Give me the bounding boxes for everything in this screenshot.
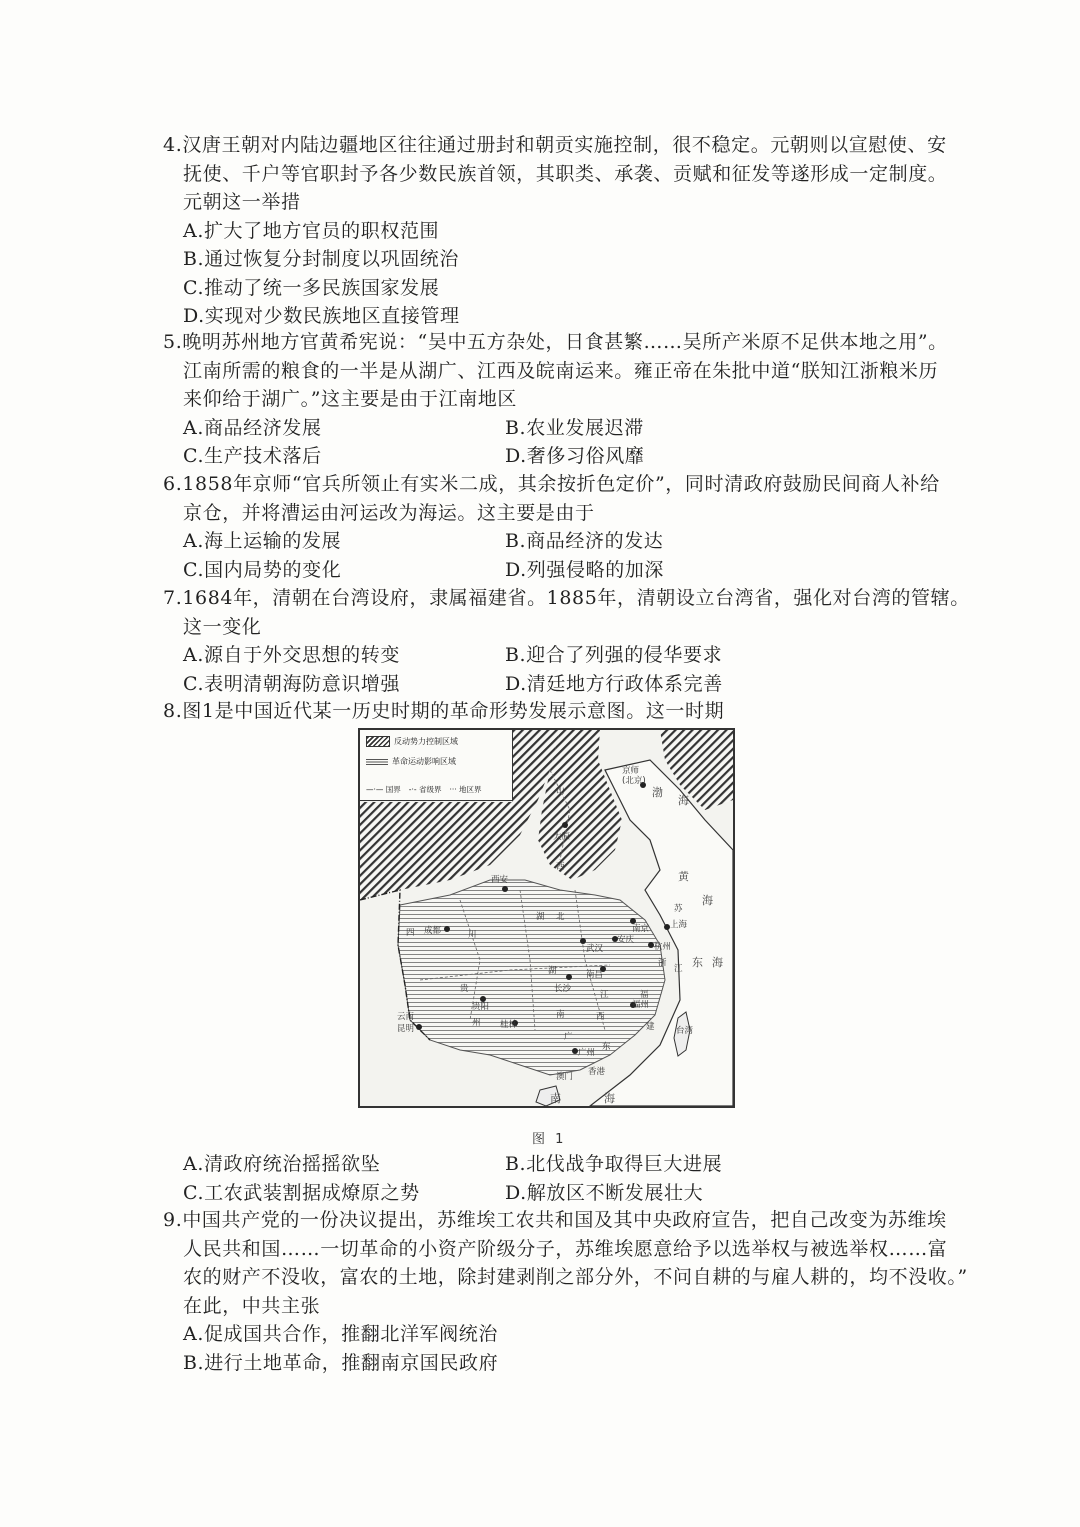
city-label-taiyuan: 太原 xyxy=(553,832,571,842)
map-legend xyxy=(360,730,513,801)
revolution-map-figure xyxy=(358,728,735,1108)
city-label-anqing: 安庆 xyxy=(617,935,635,945)
sea-label: 渤 xyxy=(652,786,663,799)
region-label: 湖 xyxy=(536,912,545,922)
region-label: 川 xyxy=(468,930,477,940)
legend-region-border: ··· 地区界 xyxy=(449,785,482,794)
question-5-stem-line-1: 5.晚明苏州地方官黄希宪说：“吴中五方杂处，日食甚繁……吴所产米原不足供本地之用”。 xyxy=(163,331,948,353)
sea-label: 海 xyxy=(604,1092,615,1105)
question-5-option-a: A.商品经济发展 xyxy=(183,416,322,439)
question-6-stem-line-2: 京仓，并将漕运由河运改为海运。这主要是由于 xyxy=(183,501,595,524)
question-9-option-a: A.促成国共合作，推翻北洋军阀统治 xyxy=(183,1323,498,1345)
question-5-option-c: C.生产技术落后 xyxy=(183,445,322,467)
city-label-guilin: 桂林 xyxy=(500,1020,518,1030)
question-8-option-b: B.北伐战争取得巨大进展 xyxy=(505,1153,723,1175)
city-label-guiyang: 贵阳 xyxy=(472,1002,490,1012)
city-label-guangzhou: 广州 xyxy=(578,1048,596,1058)
question-5-stem-line-3: 来仰给于湖广。”这主要是由于江南地区 xyxy=(183,388,518,410)
region-label: 西 xyxy=(556,862,565,872)
region-label: 福 xyxy=(640,990,649,1000)
question-8-stem-line-1: 8.图1是中国近代某一历史时期的革命形势发展示意图。这一时期 xyxy=(163,700,725,722)
legend-reaction-label: 反动势力控制区域 xyxy=(394,737,458,746)
question-9-stem-line-2: 人民共和国……一切革命的小资产阶级分子，苏维埃愿意给予以选举权与被选举权……富 xyxy=(183,1237,948,1260)
sea-label-taiwan: 台湾 xyxy=(676,1026,694,1036)
question-7-stem-line-1: 7.1684年，清朝在台湾设府，隶属福建省。1885年，清朝设立台湾省，强化对台湾的管辖。 xyxy=(163,587,970,609)
question-4-stem-line-2: 抚使、千户等官职封予各少数民族首领，其职类、承袭、贡赋和征发等遂形成一定制度。 xyxy=(183,162,948,185)
city-label-hongkong: 香港 xyxy=(588,1067,606,1077)
question-6 xyxy=(163,470,940,584)
question-7-option-b: B.迎合了列强的侵华要求 xyxy=(505,644,723,666)
legend-national-border: —·— 国界 xyxy=(366,785,401,794)
city-dot-kunming xyxy=(416,1024,422,1030)
region-label: 建 xyxy=(646,1022,655,1032)
region-label: 湖 xyxy=(548,966,557,976)
question-4-option-d: D.实现对少数民族地区直接管理 xyxy=(183,305,460,327)
question-5-option-b: B.农业发展迟滞 xyxy=(505,416,644,439)
question-4-stem-line-1: 4.汉唐王朝对内陆边疆地区往往通过册封和朝贡实施控制，很不稳定。元朝则以宣慰使、安 xyxy=(163,134,947,156)
city-label-wuhan: 武汉 xyxy=(586,944,604,954)
question-6-option-a: A.海上运输的发展 xyxy=(183,530,342,552)
question-8-options xyxy=(163,1150,923,1207)
city-label-beijing: (北京) xyxy=(622,776,646,786)
city-dot-changsha xyxy=(566,974,572,980)
city-label-nanjing: 南京 xyxy=(632,924,650,934)
question-7-stem-line-2: 这一变化 xyxy=(183,615,262,638)
question-9-stem-line-3: 农的财产不没收，富农的土地，除封建剥削之部分外，不问自耕的与雇人耕的，均不没收。” xyxy=(183,1266,968,1288)
question-5 xyxy=(163,328,948,471)
question-7-option-a: A.源自于外交思想的转变 xyxy=(183,644,400,666)
region-label: 苏 xyxy=(674,904,683,914)
legend-province-border: -·- 省级界 xyxy=(408,785,442,794)
question-4-option-b: B.通过恢复分封制度以巩固统治 xyxy=(183,248,460,270)
city-label-hangzhou: 杭州 xyxy=(654,942,672,952)
sea-label: 南 xyxy=(550,1092,561,1105)
question-6-option-d: D.列强侵略的加深 xyxy=(505,558,664,581)
city-label-macau: 澳门 xyxy=(556,1072,574,1082)
region-label: 广 xyxy=(564,1032,573,1042)
region-label: 东 xyxy=(602,1042,611,1052)
region-label: 江 xyxy=(674,964,683,974)
question-4-stem-line-3: 元朝这一举措 xyxy=(183,191,301,213)
question-9-stem-line-1: 9.中国共产党的一份决议提出，苏维埃工农共和国及其中央政府宣告，把自己改变为苏维埃 xyxy=(163,1209,947,1231)
question-7 xyxy=(163,584,970,698)
city-dot-taiyuan xyxy=(562,822,568,828)
question-6-stem-line-1: 6.1858年京师“官兵所领止有实米二成，其余按折色定价”，同时清政府鼓励民间商人补给 xyxy=(163,473,940,495)
region-label: 江 xyxy=(600,990,609,1000)
city-label-jingshi: 京师 xyxy=(622,766,640,776)
city-label-shanghai: 上海 xyxy=(670,920,688,930)
question-4 xyxy=(163,131,948,331)
question-8 xyxy=(163,697,923,726)
city-label-yunnan: 云南 xyxy=(397,1012,415,1022)
city-label-chengdu: 成都 xyxy=(424,926,442,936)
question-9-stem-line-4: 在此，中共主张 xyxy=(183,1294,321,1317)
city-label-changsha: 长沙 xyxy=(554,984,572,994)
question-6-option-b: B.商品经济的发达 xyxy=(505,530,664,552)
question-4-option-a: A.扩大了地方官员的职权范围 xyxy=(183,219,440,242)
city-dot-chengdu xyxy=(444,926,450,932)
legend-revolution-label: 革命运动影响区域 xyxy=(392,757,456,766)
region-label: 南 xyxy=(556,1010,565,1020)
region-label: 州 xyxy=(472,1018,481,1028)
question-7-option-d: D.清廷地方行政体系完善 xyxy=(505,672,723,695)
question-4-option-c: C.推动了统一多民族国家发展 xyxy=(183,276,440,299)
sea-label: 海 xyxy=(678,794,689,807)
region-label: 西 xyxy=(596,1012,605,1022)
sea-label: 黄 xyxy=(678,870,689,883)
sea-label: 海 xyxy=(712,956,723,969)
question-9 xyxy=(163,1206,968,1377)
city-label-nanchang: 南昌 xyxy=(586,970,604,980)
sea-label: 东 xyxy=(692,956,703,969)
legend-reaction-swatch xyxy=(366,736,390,747)
region-label: 贵 xyxy=(460,984,469,994)
region-label: 浙 xyxy=(658,958,667,968)
question-8-option-a: A.清政府统治摇摇欲坠 xyxy=(183,1153,381,1175)
region-label: 北 xyxy=(556,912,565,922)
question-5-option-d: D.奢侈习俗风靡 xyxy=(505,445,645,467)
question-5-stem-line-2: 江南所需的粮食的一半是从湖广、江西及皖南运来。雍正帝在朱批中道“朕知江浙粮米历 xyxy=(183,359,939,382)
city-label-kunming: 昆明 xyxy=(397,1024,415,1034)
city-dot-xian xyxy=(502,886,508,892)
question-8-option-d: D.解放区不断发展壮大 xyxy=(505,1181,704,1204)
legend-revolution-swatch xyxy=(366,759,388,765)
region-label: 四 xyxy=(406,928,415,938)
sea-label: 海 xyxy=(702,894,713,907)
city-label-xian: 西安 xyxy=(491,875,509,885)
question-8-option-c: C.工农武装割据成燎原之势 xyxy=(183,1181,420,1204)
question-6-option-c: C.国内局势的变化 xyxy=(183,558,342,581)
question-7-option-c: C.表明清朝海防意识增强 xyxy=(183,672,401,695)
region-label: 山 xyxy=(556,786,565,796)
city-label-fuzhou: 福州 xyxy=(632,1000,650,1010)
question-9-option-b: B.进行土地革命，推翻南京国民政府 xyxy=(183,1351,499,1374)
figure-caption: 图 1 xyxy=(532,1132,567,1147)
